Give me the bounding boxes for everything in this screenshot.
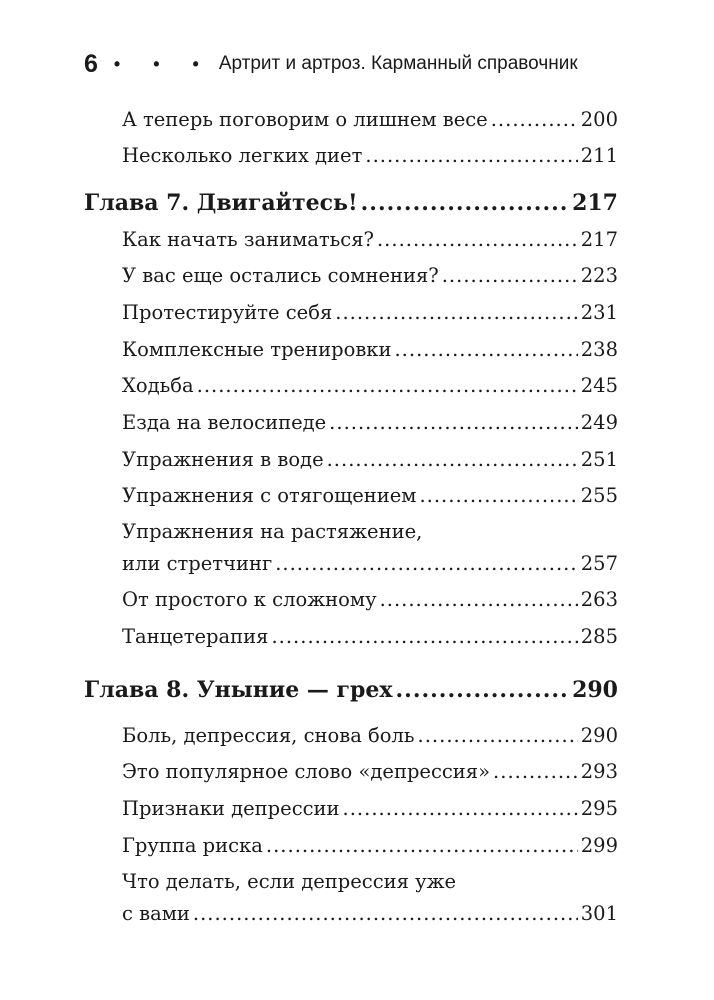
dot-leader xyxy=(377,228,578,251)
toc-entry-page: 290 xyxy=(580,724,618,747)
toc-entry-title-line1: Упражнения на растяжение, xyxy=(122,520,423,543)
toc-entry-title: Признаки депрессии xyxy=(122,797,340,820)
toc-chapter-title: Глава 7. Двигайтесь! xyxy=(84,190,358,216)
toc-entry-page: 295 xyxy=(580,797,618,820)
toc-entry-page: 249 xyxy=(580,411,618,434)
dot-leader xyxy=(343,797,578,820)
page-number: 6 xyxy=(84,49,98,78)
toc-entry-page: 251 xyxy=(580,448,618,471)
dot-leader xyxy=(419,484,577,507)
toc-entry xyxy=(122,411,618,434)
toc-entry-title: Несколько легких диет xyxy=(122,144,363,167)
toc-entry-title: Боль, депрессия, снова боль xyxy=(122,724,415,747)
toc-entry-page: 285 xyxy=(580,625,618,648)
header-dots: • • • xyxy=(113,53,213,74)
dot-leader xyxy=(197,374,578,397)
dot-leader xyxy=(335,301,578,324)
toc-entry xyxy=(122,834,618,857)
toc-chapter-page: 290 xyxy=(572,677,618,703)
toc-entry-title: Танцетерапия xyxy=(122,625,269,648)
toc-entry-page: 255 xyxy=(580,484,618,507)
dot-leader xyxy=(329,411,578,434)
toc-entry xyxy=(122,902,618,925)
dot-leader xyxy=(266,834,578,857)
toc-entry-title: с вами xyxy=(122,902,190,925)
running-title: Артрит и артроз. Карманный справочник xyxy=(218,53,578,74)
toc-entry-title: У вас еще остались сомнения? xyxy=(122,264,439,287)
dot-leader xyxy=(491,108,578,131)
toc-entry-page: 238 xyxy=(580,338,618,361)
toc-entry xyxy=(122,625,618,648)
toc-entry xyxy=(122,301,618,324)
toc-entry xyxy=(122,797,618,820)
toc-entry xyxy=(122,108,618,131)
dot-leader xyxy=(493,760,578,783)
toc-entry-title: Ходьба xyxy=(122,374,194,397)
dot-leader xyxy=(327,448,578,471)
toc-entry-title: Езда на велосипеде xyxy=(122,411,327,434)
toc-entry xyxy=(122,448,618,471)
toc-entry-title: Группа риска xyxy=(122,834,263,857)
dot-leader xyxy=(361,190,569,216)
toc-entry-page: 211 xyxy=(580,144,618,167)
dot-leader xyxy=(193,902,578,925)
toc-entry-title: Упражнения в воде xyxy=(122,448,324,471)
dot-leader xyxy=(394,338,577,361)
toc-entry-title: А теперь поговорим о лишнем весе xyxy=(122,108,488,131)
toc-chapter xyxy=(84,190,618,216)
toc-entry xyxy=(122,552,618,575)
toc-entry xyxy=(122,484,618,507)
toc-entry-page: 223 xyxy=(580,264,618,287)
toc-entry-title: Это популярное слово «депрессия» xyxy=(122,760,491,783)
toc-chapter-page: 217 xyxy=(572,190,618,216)
toc-entry xyxy=(122,144,618,167)
toc-entry-title: Упражнения с отягощением xyxy=(122,484,417,507)
toc-entry-page: 263 xyxy=(580,588,618,611)
toc-entry-title: От простого к сложному xyxy=(122,588,377,611)
toc-entry-page: 245 xyxy=(580,374,618,397)
dot-leader xyxy=(380,588,578,611)
dot-leader xyxy=(442,264,578,287)
toc-entry-title: Протестируйте себя xyxy=(122,301,333,324)
toc-entry-page: 231 xyxy=(580,301,618,324)
toc-entry-title-line1: Что делать, если депрессия уже xyxy=(122,870,457,893)
toc-chapter-title: Глава 8. Уныние — грех xyxy=(84,677,393,703)
toc-entry xyxy=(122,760,618,783)
toc-entry xyxy=(122,338,618,361)
toc-entry-page: 299 xyxy=(580,834,618,857)
toc-chapter xyxy=(84,677,618,703)
toc-entry xyxy=(122,724,618,747)
toc-entry xyxy=(122,374,618,397)
dot-leader xyxy=(396,677,570,703)
toc-entry-title: или стретчинг xyxy=(122,552,273,575)
toc-entry xyxy=(122,588,618,611)
dot-leader xyxy=(275,552,578,575)
toc-entry-page: 301 xyxy=(580,902,618,925)
dot-leader xyxy=(271,625,577,648)
toc-entry xyxy=(122,228,618,251)
toc-entry-title: Как начать заниматься? xyxy=(122,228,374,251)
toc-entry-page: 200 xyxy=(580,108,618,131)
dot-leader xyxy=(365,144,577,167)
toc-entry-page: 217 xyxy=(580,228,618,251)
toc-entry-page: 293 xyxy=(580,760,618,783)
dot-leader xyxy=(418,724,578,747)
toc-entry xyxy=(122,264,618,287)
toc-entry-title: Комплексные тренировки xyxy=(122,338,392,361)
toc-entry-page: 257 xyxy=(580,552,618,575)
